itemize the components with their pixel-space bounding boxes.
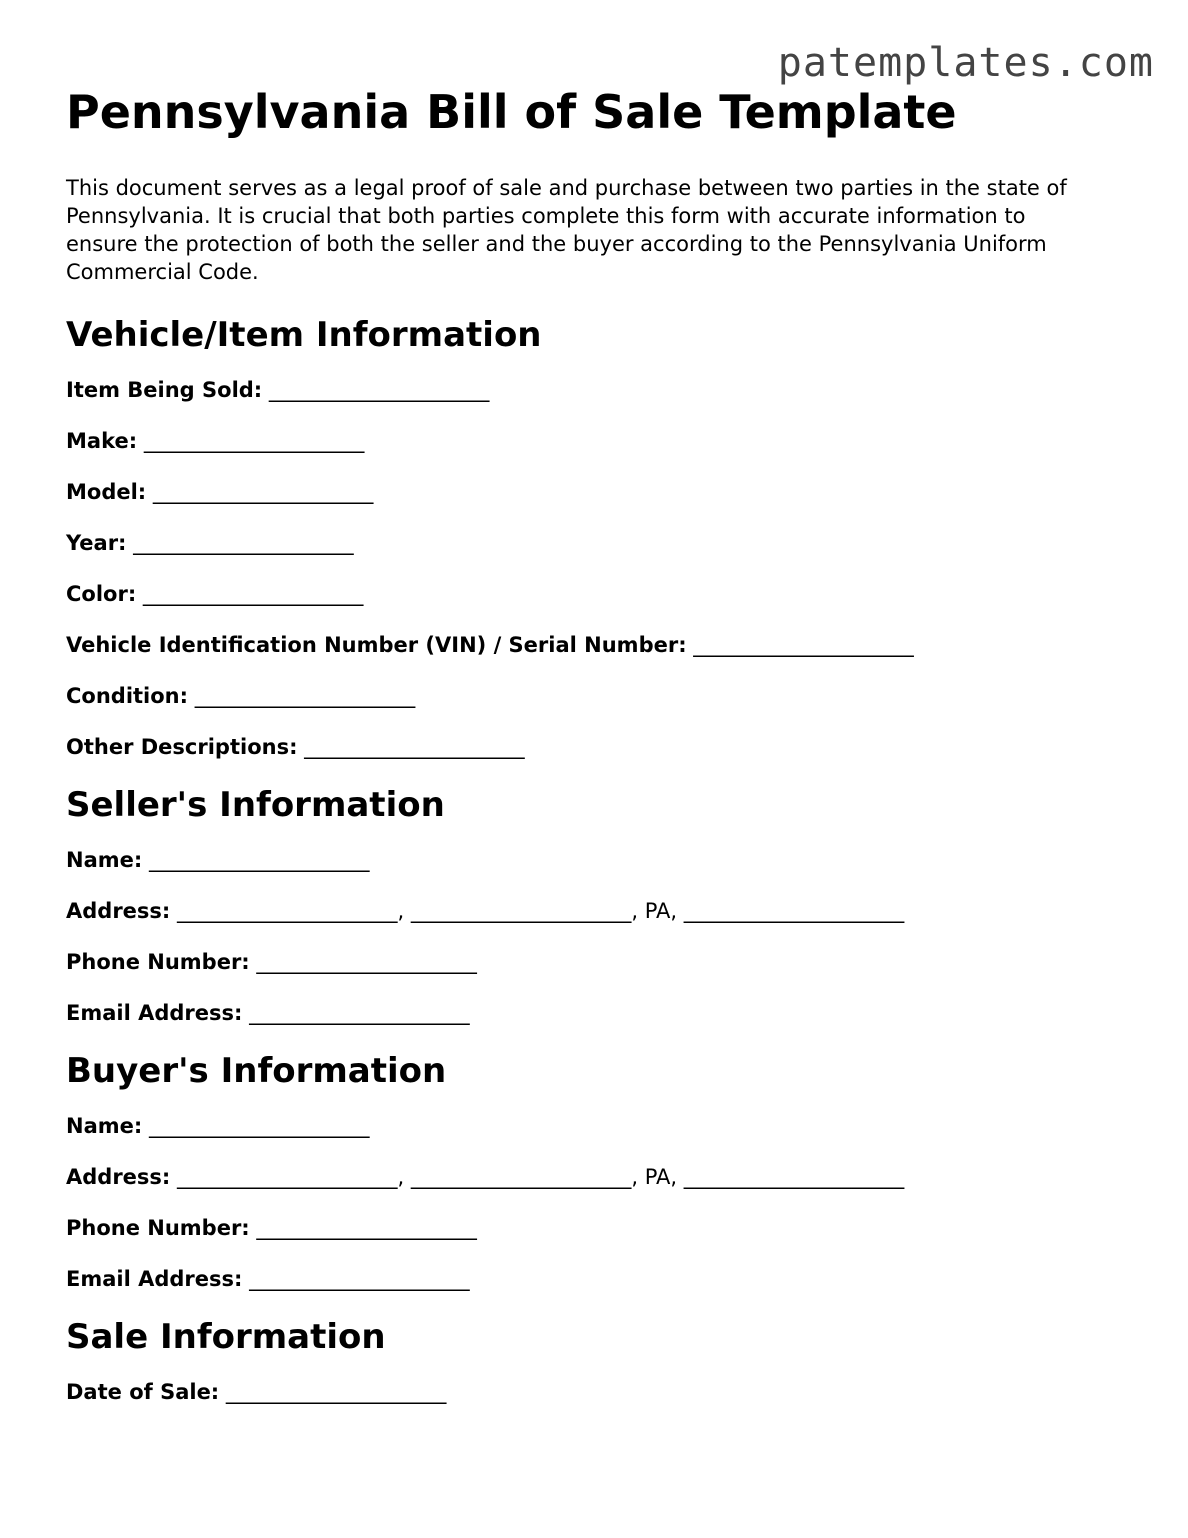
other-descriptions-field	[66, 733, 1126, 761]
other-descriptions-label: Other Descriptions:	[66, 735, 298, 759]
sale-section-heading: Sale Information	[66, 1317, 386, 1357]
model-label: Model:	[66, 480, 147, 504]
buyer-address-comma: ,	[397, 1165, 405, 1189]
seller-address-comma: ,	[397, 899, 405, 923]
seller-name-field	[66, 846, 1126, 874]
item-being-sold-blank[interactable]: _____________________	[268, 378, 490, 402]
buyer-phone-label: Phone Number:	[66, 1216, 250, 1240]
date-of-sale-blank[interactable]: _____________________	[225, 1380, 447, 1404]
page-title: Pennsylvania Bill of Sale Template	[66, 85, 957, 139]
vehicle-fields	[66, 376, 1126, 761]
seller-phone-blank[interactable]: _____________________	[256, 950, 477, 974]
seller-address-field	[66, 897, 1126, 925]
vin-blank[interactable]: _____________________	[693, 633, 914, 657]
seller-city-blank[interactable]: _____________________	[410, 899, 632, 923]
buyer-phone-blank[interactable]: _____________________	[256, 1216, 477, 1240]
date-of-sale-field	[66, 1378, 1126, 1406]
buyer-email-label: Email Address:	[66, 1267, 243, 1291]
condition-field	[66, 682, 1126, 710]
seller-address-state: , PA,	[631, 899, 678, 923]
year-field	[66, 529, 1126, 557]
buyer-address-state: , PA,	[631, 1165, 678, 1189]
make-blank[interactable]: _____________________	[143, 429, 365, 453]
seller-email-blank[interactable]: _____________________	[249, 1001, 470, 1025]
other-descriptions-blank[interactable]: _____________________	[304, 735, 525, 759]
sale-fields	[66, 1378, 1126, 1406]
seller-name-blank[interactable]: _____________________	[148, 848, 370, 872]
color-field	[66, 580, 1126, 608]
buyer-name-blank[interactable]: _____________________	[148, 1114, 370, 1138]
make-field	[66, 427, 1126, 455]
item-being-sold-label: Item Being Sold:	[66, 378, 263, 402]
condition-blank[interactable]: _____________________	[194, 684, 416, 708]
item-being-sold-field	[66, 376, 1126, 404]
intro-paragraph: This document serves as a legal proof of sale and purchase between two parties in the state of Pennsylvania. It is crucial that both parties complete this form with accurate information to ensure the protection of both the seller and the buyer according to the Pennsylvania Uniform Commercial Code.	[66, 176, 1067, 284]
buyer-email-field	[66, 1265, 1126, 1293]
vin-field	[66, 631, 1126, 659]
condition-label: Condition:	[66, 684, 189, 708]
buyer-zip-blank[interactable]: _____________________	[683, 1165, 905, 1189]
buyer-name-field	[66, 1112, 1126, 1140]
buyer-street-blank[interactable]: _____________________	[177, 1165, 398, 1189]
model-field	[66, 478, 1126, 506]
buyer-name-label: Name:	[66, 1114, 143, 1138]
date-of-sale-label: Date of Sale:	[66, 1380, 220, 1404]
color-label: Color:	[66, 582, 137, 606]
buyer-section-heading: Buyer's Information	[66, 1051, 447, 1091]
seller-email-field	[66, 999, 1126, 1027]
seller-phone-label: Phone Number:	[66, 950, 250, 974]
buyer-city-blank[interactable]: _____________________	[410, 1165, 632, 1189]
seller-fields	[66, 846, 1126, 1027]
buyer-phone-field	[66, 1214, 1126, 1242]
vehicle-section-heading: Vehicle/Item Information	[66, 315, 542, 355]
seller-phone-field	[66, 948, 1126, 976]
watermark: patemplates.com	[777, 40, 1154, 86]
make-label: Make:	[66, 429, 138, 453]
buyer-address-label: Address:	[66, 1165, 171, 1189]
buyer-fields	[66, 1112, 1126, 1293]
document	[66, 84, 1126, 1429]
year-label: Year:	[66, 531, 127, 555]
seller-section-heading: Seller's Information	[66, 785, 445, 825]
seller-zip-blank[interactable]: _____________________	[683, 899, 905, 923]
model-blank[interactable]: _____________________	[152, 480, 374, 504]
seller-address-label: Address:	[66, 899, 171, 923]
seller-email-label: Email Address:	[66, 1001, 243, 1025]
buyer-email-blank[interactable]: _____________________	[249, 1267, 470, 1291]
year-blank[interactable]: _____________________	[133, 531, 354, 555]
seller-street-blank[interactable]: _____________________	[177, 899, 398, 923]
seller-name-label: Name:	[66, 848, 143, 872]
vin-label: Vehicle Identification Number (VIN) / Serial Number:	[66, 633, 687, 657]
color-blank[interactable]: _____________________	[142, 582, 364, 606]
buyer-address-field	[66, 1163, 1126, 1191]
